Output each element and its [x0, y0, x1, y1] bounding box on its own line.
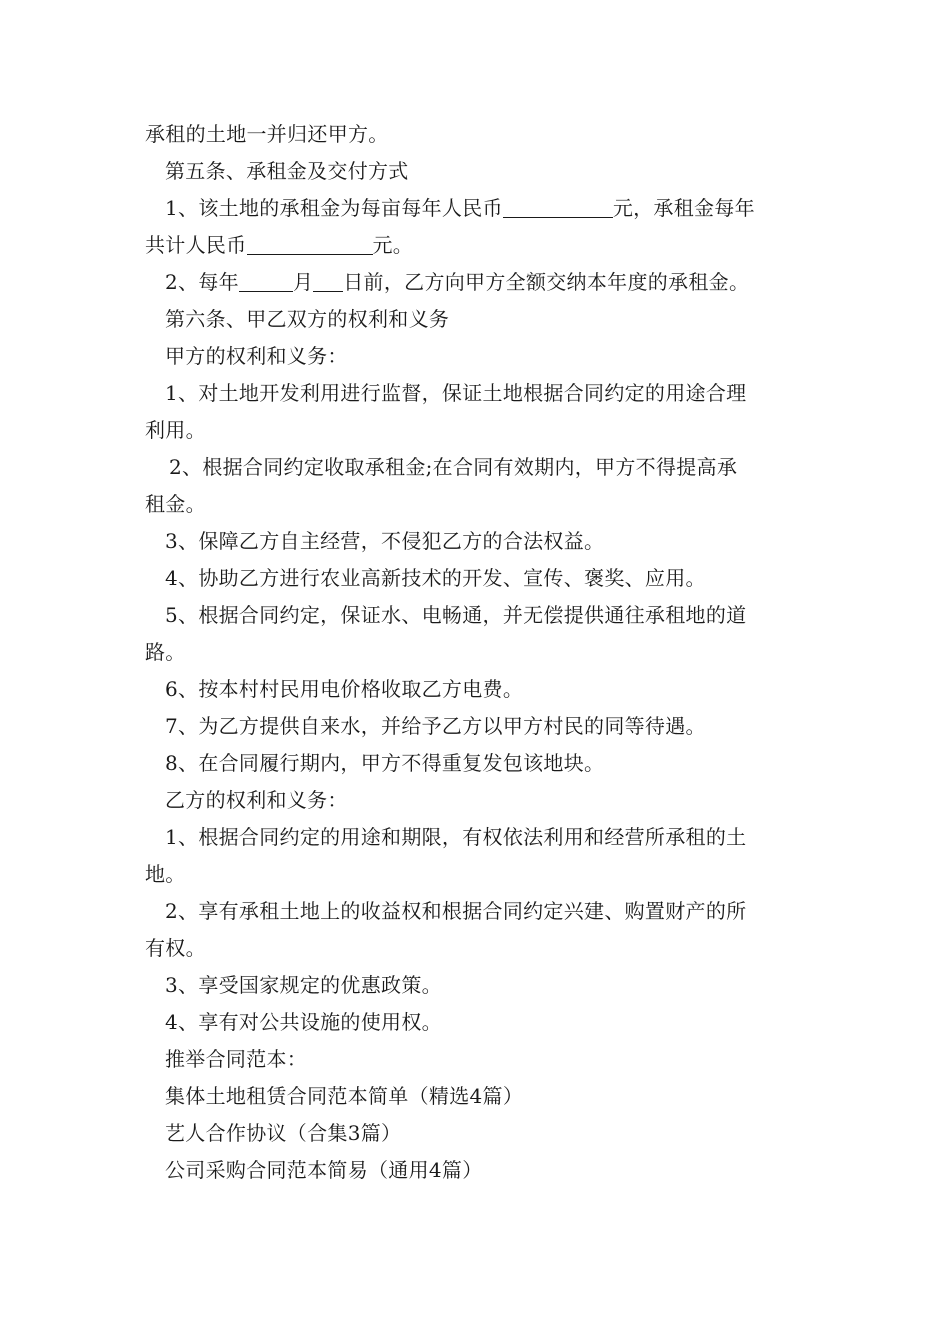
party-a-item-3: 3、保障乙方自主经营，不侵犯乙方的合法权益。: [165, 529, 605, 553]
fill-blank-rent-per-mu: [503, 195, 613, 218]
section-heading-5: 第五条、承租金及交付方式: [165, 159, 409, 183]
clause-text: 日前，乙方向甲方全额交纳本年度的承租金。: [343, 270, 750, 294]
clause-text: 1、该土地的承租金为每亩每年人民币: [165, 196, 503, 220]
clause-text: 元，承租金每年: [612, 196, 755, 220]
party-b-item-1: 1、根据合同约定的用途和期限，有权依法利用和经营所承租的土: [165, 825, 747, 849]
recommended-link-2[interactable]: 艺人合作协议（合集3篇）: [165, 1121, 402, 1145]
fill-blank-month: [239, 269, 293, 292]
party-a-item-6: 6、按本村村民用电价格收取乙方电费。: [165, 677, 524, 701]
party-a-item-1: 1、对土地开发利用进行监督，保证土地根据合同约定的用途合理: [165, 381, 747, 405]
rent-clause-2: [145, 264, 810, 301]
party-b-item-4: 4、享有对公共设施的使用权。: [165, 1010, 442, 1034]
party-b-item-2: 2、享有承租土地上的收益权和根据合同约定兴建、购置财产的所: [165, 899, 747, 923]
clause-text: 共计人民币: [145, 233, 247, 257]
party-b-item-2-cont: 有权。: [145, 936, 206, 960]
party-a-item-5: 5、根据合同约定，保证水、电畅通，并无偿提供通往承租地的道: [165, 603, 747, 627]
party-a-item-2: 2、根据合同约定收取承租金;在合同有效期内，甲方不得提高承: [169, 455, 738, 479]
party-a-item-8: 8、在合同履行期内，甲方不得重复发包该地块。: [165, 751, 605, 775]
recommended-link-3[interactable]: 公司采购合同范本简易（通用4篇）: [165, 1158, 483, 1182]
rent-clause-1: [145, 190, 810, 227]
paragraph-line: 承租的土地一并归还甲方。: [145, 122, 389, 146]
recommended-heading: 推举合同范本：: [165, 1047, 308, 1071]
recommended-link-1[interactable]: 集体土地租赁合同范本简单（精选4篇）: [165, 1084, 524, 1108]
subheading-party-b: 乙方的权利和义务：: [165, 788, 348, 812]
subheading-party-a: 甲方的权利和义务：: [165, 344, 348, 368]
clause-text: 月: [292, 270, 314, 294]
fill-blank-day: [313, 269, 343, 292]
section-heading-6: 第六条、甲乙双方的权利和义务: [165, 307, 450, 331]
rent-clause-1-cont: [145, 227, 810, 264]
clause-text: 元。: [372, 233, 414, 257]
clause-text: 2、每年: [165, 270, 239, 294]
party-a-item-5-cont: 路。: [145, 640, 186, 664]
party-a-item-2-cont: 租金。: [145, 492, 206, 516]
party-a-item-1-cont: 利用。: [145, 418, 206, 442]
document-page: [145, 116, 810, 1189]
party-a-item-7: 7、为乙方提供自来水，并给予乙方以甲方村民的同等待遇。: [165, 714, 706, 738]
fill-blank-rent-total: [247, 232, 373, 255]
party-b-item-3: 3、享受国家规定的优惠政策。: [165, 973, 442, 997]
party-b-item-1-cont: 地。: [145, 862, 186, 886]
party-a-item-4: 4、协助乙方进行农业高新技术的开发、宣传、褒奖、应用。: [165, 566, 706, 590]
